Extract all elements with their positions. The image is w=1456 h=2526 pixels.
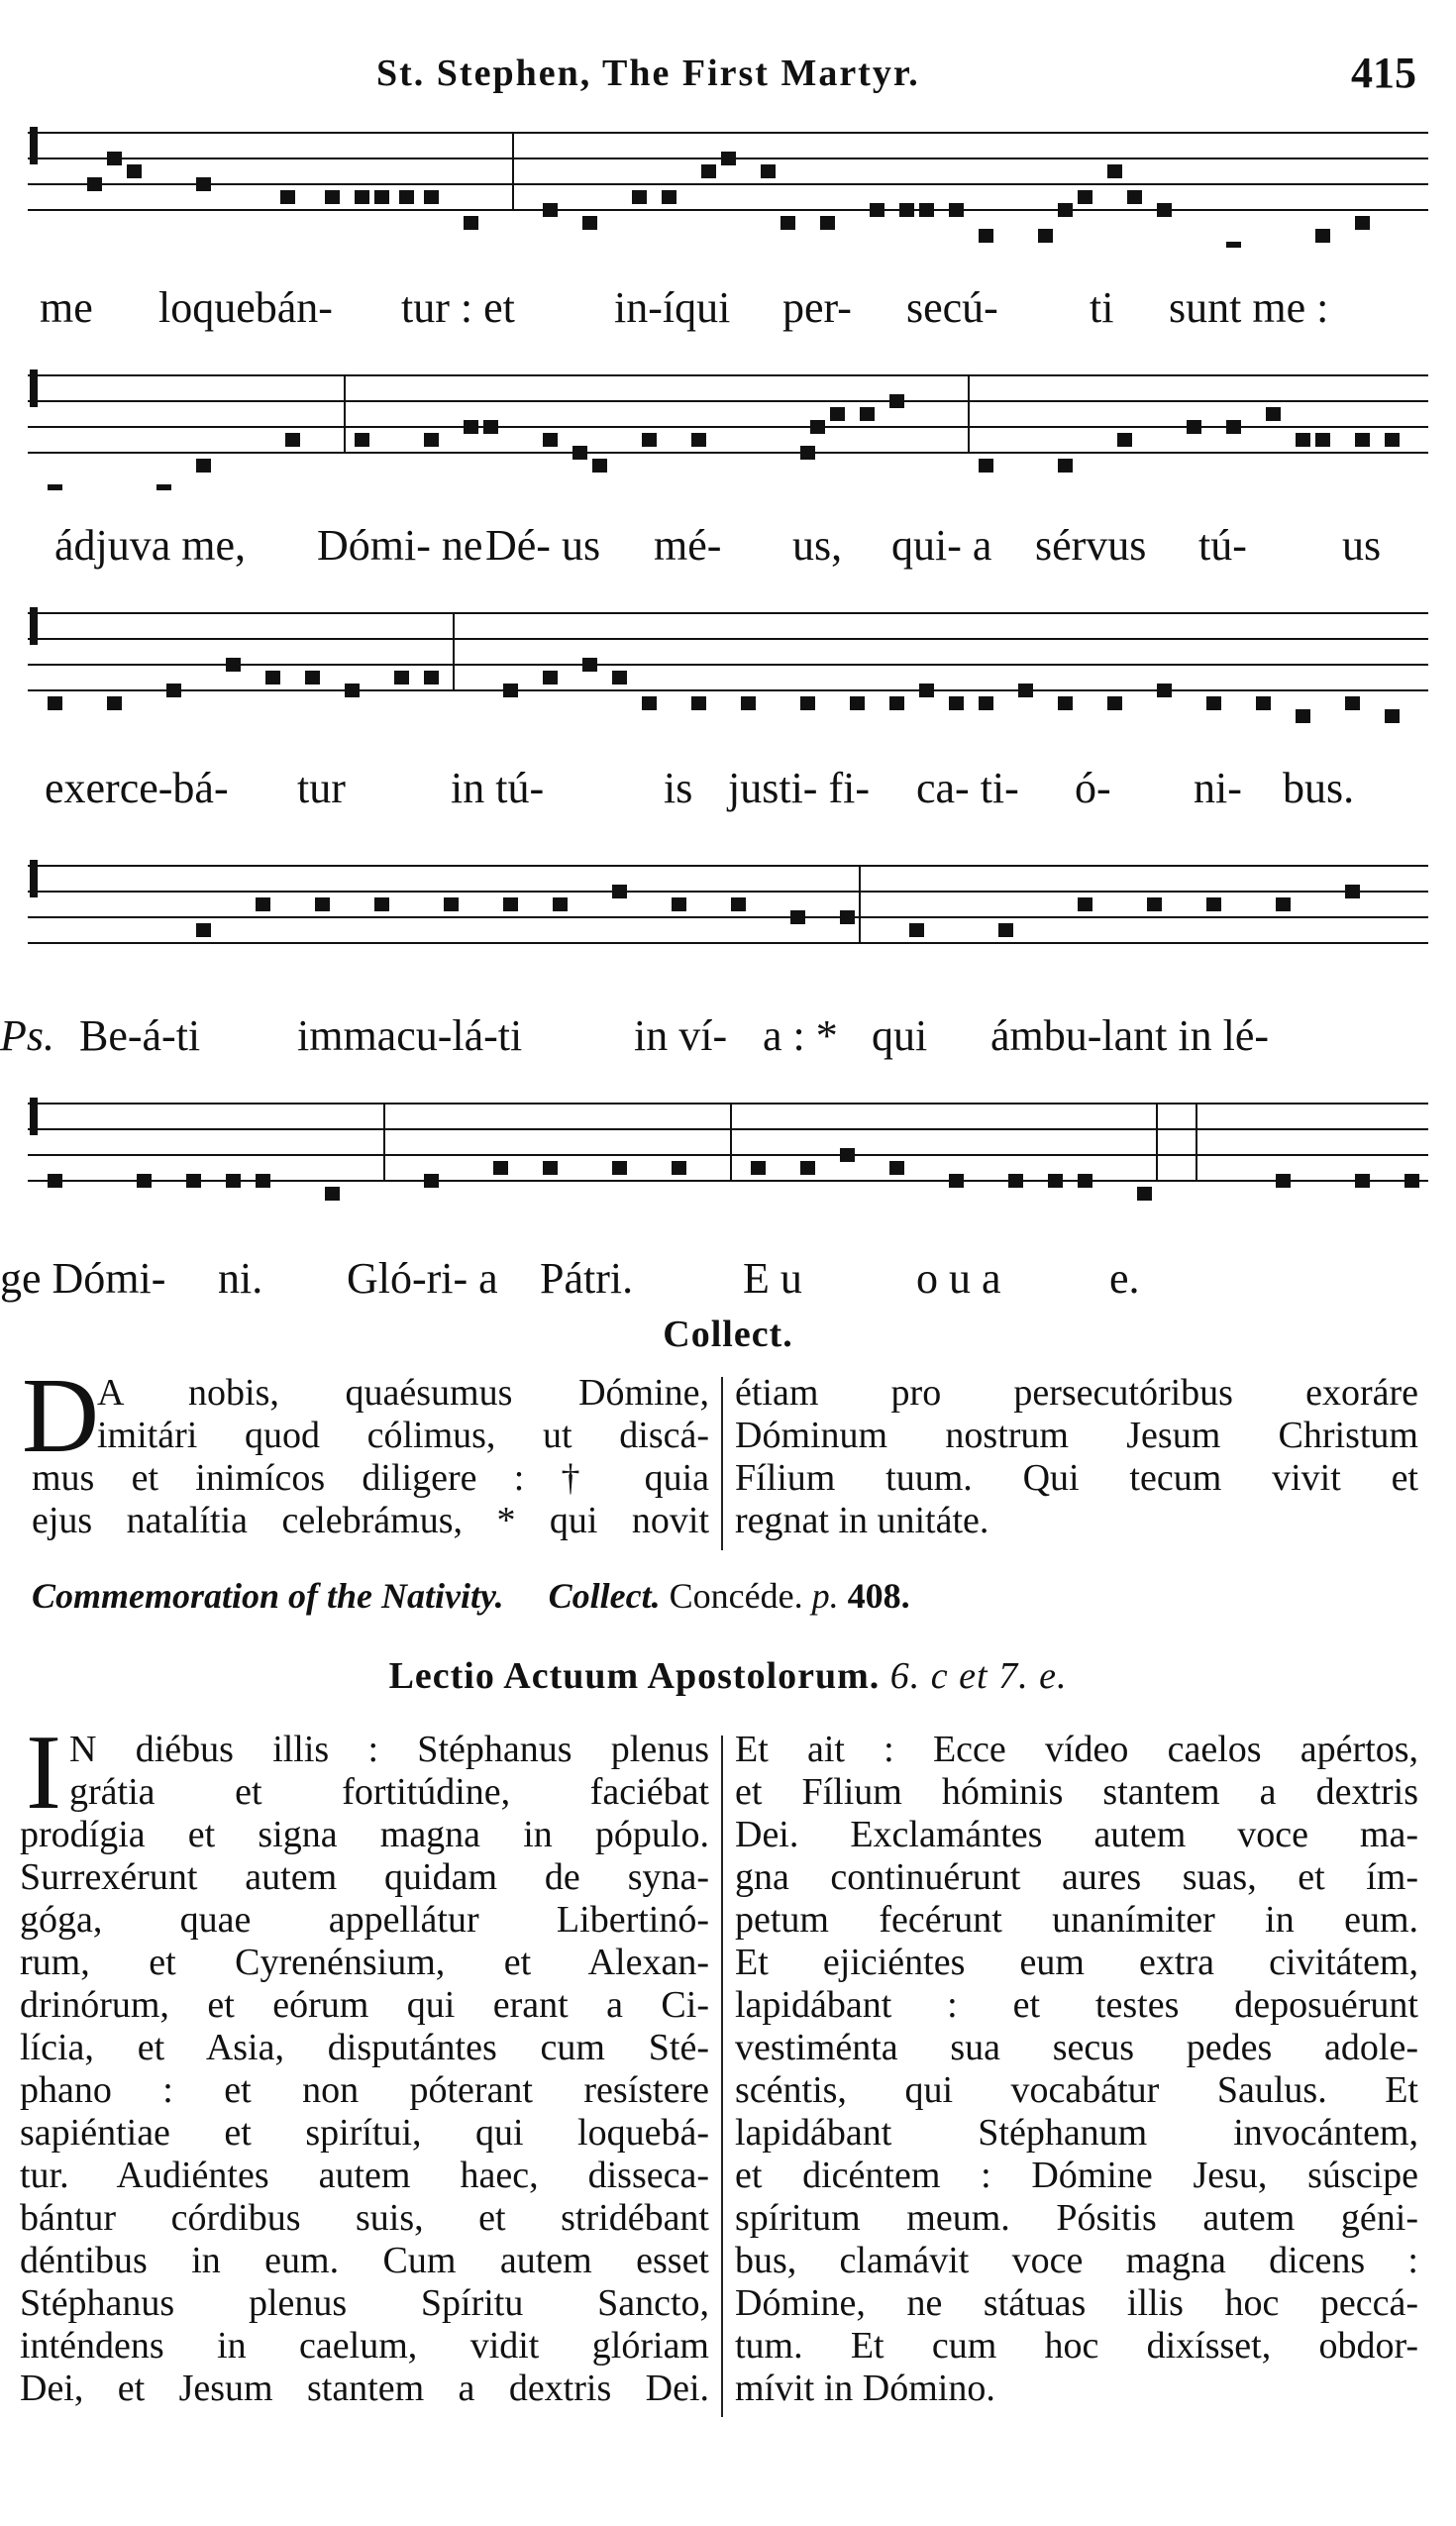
neume-note — [1206, 897, 1221, 911]
neume-note — [553, 897, 568, 911]
lectio-left-line: drinórum, et eórum qui erant a Ci- — [20, 1984, 709, 2026]
chant-staff-1 — [28, 119, 1428, 248]
neume-note — [543, 671, 558, 684]
lyric-syllable: ni- — [1194, 764, 1242, 812]
neume-note — [889, 1161, 904, 1175]
neume-note — [800, 1161, 815, 1175]
neume-note — [226, 658, 241, 672]
neume-note — [543, 1161, 558, 1175]
neume-note — [196, 177, 211, 191]
neume-note — [1385, 433, 1400, 447]
lyric-syllable: Pátri. — [540, 1254, 634, 1303]
neume-note — [543, 203, 558, 217]
neume-note — [870, 203, 884, 217]
chant-staff-2 — [28, 362, 1428, 490]
neume-note — [1018, 684, 1033, 697]
neume-note — [1296, 709, 1310, 723]
neume-note — [612, 885, 627, 898]
lyric-syllable: ámbu-lant in lé- — [990, 1011, 1270, 1060]
lectio-left-line: Stéphanus plenus Spíritu Sancto, — [20, 2282, 709, 2324]
neume-note — [483, 420, 498, 434]
neume-note — [780, 216, 795, 230]
neume-note — [1256, 696, 1271, 710]
neume-note — [701, 164, 716, 178]
neume-note — [582, 658, 597, 672]
lyric-syllable: tú- — [1198, 521, 1247, 570]
neume-note — [1157, 684, 1172, 697]
clef-icon — [30, 1098, 38, 1135]
neume-note — [691, 433, 706, 447]
lectio-right-line: vestiménta sua secus pedes adole- — [735, 2027, 1418, 2068]
lyric-syllable: ca- ti- — [916, 764, 1019, 812]
neume-note — [265, 671, 280, 684]
lyric-syllable: loquebán- — [158, 283, 333, 332]
clef-icon — [30, 860, 38, 897]
lectio-left-line: lícia, et Asia, disputántes cum Sté- — [20, 2027, 709, 2068]
lyric-syllable: ni. — [218, 1254, 263, 1303]
neume-note — [672, 1161, 686, 1175]
neume-note — [355, 190, 369, 204]
lectio-right-line: gna continuérunt aures suas, et ím- — [735, 1856, 1418, 1898]
lectio-left-line: tur. Audiéntes autem haec, disseca- — [20, 2155, 709, 2196]
neume-note — [1404, 1174, 1419, 1188]
commemoration-page-label: p. — [811, 1576, 839, 1616]
lectio-right-line: Et ejiciéntes eum extra civitátem, — [735, 1942, 1418, 1983]
neume-note — [48, 696, 62, 710]
lyric-syllable: tur — [297, 764, 346, 812]
neume-note — [860, 407, 875, 421]
lectio-column-divider — [721, 1736, 723, 2417]
collect-column-divider — [721, 1377, 723, 1550]
neume-note — [979, 229, 993, 243]
neume-note — [493, 1161, 508, 1175]
neume-note — [1107, 164, 1122, 178]
lectio-left-line: grátia et fortitúdine, faciébat — [69, 1771, 709, 1813]
neume-note — [1187, 420, 1201, 434]
staff-svg — [28, 119, 1428, 248]
neume-note — [127, 164, 142, 178]
neume-note — [305, 671, 320, 684]
neume-note — [226, 1174, 241, 1188]
neume-note — [751, 1161, 766, 1175]
neume-note — [1276, 897, 1291, 911]
neume-note — [612, 671, 627, 684]
lyric-syllable: per- — [782, 283, 852, 332]
neume-note — [424, 1174, 439, 1188]
neume-note — [543, 433, 558, 447]
neume-note — [48, 1174, 62, 1188]
lectio-left-line: Dei, et Jesum stantem a dextris Dei. — [20, 2368, 709, 2409]
neume-note — [998, 923, 1013, 937]
lyric-syllable: sunt me : — [1169, 283, 1329, 332]
lectio-left-line: rum, et Cyrenénsium, et Alexan- — [20, 1942, 709, 1983]
neume-note — [374, 190, 389, 204]
lectio-left-line: sapiéntiae et spirítui, qui loquebá- — [20, 2112, 709, 2154]
neume-note — [196, 459, 211, 473]
lectio-left-line: Surrexérunt autem quidam de syna- — [20, 1856, 709, 1898]
lectio-title: Lectio Actuum Apostolorum. — [388, 1655, 881, 1697]
neume-note — [691, 696, 706, 710]
neume-note — [399, 190, 414, 204]
neume-note — [374, 897, 389, 911]
lectio-right-line: scéntis, qui vocabátur Saulus. Et — [735, 2069, 1418, 2111]
lyric-syllable: mé- — [654, 521, 722, 570]
neume-note — [285, 433, 300, 447]
lectio-left-line: góga, quae appellátur Libertinó- — [20, 1899, 709, 1941]
lyric-syllable: exerce-bá- — [45, 764, 229, 812]
lectio-right-line: Et ait : Ecce vídeo caelos apértos, — [735, 1729, 1418, 1770]
neume-note — [761, 164, 776, 178]
neume-note — [840, 910, 855, 924]
collect-heading: Collect. — [663, 1314, 793, 1355]
lectio-right-line: tum. Et cum hoc dixísset, obdor- — [735, 2325, 1418, 2367]
lyric-syllable: ádjuva me, — [54, 521, 247, 570]
lyric-syllable: is — [664, 764, 693, 812]
neume-note — [464, 216, 478, 230]
collect-right-line: Fílium tuum. Qui tecum vivit et — [735, 1457, 1418, 1499]
neume-note — [444, 897, 459, 911]
neume-note — [1038, 229, 1053, 243]
page-number: 415 — [1351, 49, 1416, 97]
neume-note — [949, 203, 964, 217]
neume-note — [325, 1187, 340, 1201]
neume-note — [1226, 242, 1241, 248]
chant-staff-3 — [28, 599, 1428, 728]
neume-note — [889, 394, 904, 408]
neume-note — [503, 897, 518, 911]
neume-note — [107, 696, 122, 710]
neume-note — [1117, 433, 1132, 447]
lyric-syllable: a : * — [763, 1011, 838, 1060]
staff-svg — [28, 599, 1428, 728]
lectio-right-line: bus, clamávit voce magna dicens : — [735, 2240, 1418, 2281]
neume-note — [979, 696, 993, 710]
neume-note — [355, 433, 369, 447]
lyric-syllable: ge Dómi- — [0, 1254, 166, 1303]
lyric-syllable: in tú- — [451, 764, 545, 812]
neume-note — [1078, 190, 1092, 204]
neume-note — [731, 897, 746, 911]
neume-note — [1127, 190, 1142, 204]
neume-note — [325, 190, 340, 204]
neume-note — [1355, 1174, 1370, 1188]
staff-svg — [28, 852, 1428, 981]
page-header — [0, 40, 1456, 99]
neume-note — [1315, 229, 1330, 243]
neume-note — [642, 433, 657, 447]
lyric-syllable: e. — [1109, 1254, 1140, 1303]
staff-svg — [28, 362, 1428, 490]
neume-note — [394, 671, 409, 684]
neume-note — [156, 484, 171, 490]
neume-note — [820, 216, 835, 230]
lyric-syllable: qui — [872, 1011, 928, 1060]
neume-note — [909, 923, 924, 937]
neume-note — [1107, 696, 1122, 710]
neume-note — [424, 190, 439, 204]
lyric-syllable: bus. — [1283, 764, 1355, 812]
neume-note — [1137, 1187, 1152, 1201]
neume-note — [1226, 420, 1241, 434]
neume-note — [196, 923, 211, 937]
neume-note — [256, 897, 270, 911]
lectio-right-line: Dómine, ne státuas illis hoc peccá- — [735, 2282, 1418, 2324]
neume-note — [1345, 696, 1360, 710]
lectio-left-line: déntibus in eum. Cum autem esset — [20, 2240, 709, 2281]
neume-note — [1315, 433, 1330, 447]
commemoration-collect-label: Collect. — [548, 1576, 661, 1616]
lectio-left-column — [20, 1729, 709, 2410]
lyric-syllable: Gló-ri- a — [347, 1254, 498, 1303]
lectio-right-line: Dei. Exclamántes autem voce ma- — [735, 1814, 1418, 1855]
lectio-right-line: et dicéntem : Dómine Jesu, súscipe — [735, 2155, 1418, 2196]
chant-staff-4 — [28, 852, 1428, 981]
neume-note — [1048, 1174, 1063, 1188]
neume-note — [1058, 459, 1073, 473]
lectio-reference: 6. c et 7. e. — [889, 1655, 1068, 1697]
chant-staff-5 — [28, 1090, 1428, 1218]
neume-note — [979, 459, 993, 473]
neume-note — [632, 190, 647, 204]
neume-note — [503, 684, 518, 697]
collect-right-column — [735, 1372, 1418, 1542]
lyric-syllable: Ps. — [0, 1011, 54, 1060]
collect-left-line: A nobis, quaésumus Dómine, — [97, 1372, 709, 1414]
neume-note — [721, 152, 736, 165]
neume-note — [107, 152, 122, 165]
lectio-right-line: et Fílium hóminis stantem a dextris — [735, 1771, 1418, 1813]
commemoration-incipit: Concéde. — [669, 1576, 803, 1616]
lyric-syllable: Dómi- ne — [317, 521, 483, 570]
neume-note — [612, 1161, 627, 1175]
lyric-syllable: Be-á-ti — [79, 1011, 201, 1060]
neume-note — [424, 671, 439, 684]
lectio-right-line: lapidábant Stéphanum invocántem, — [735, 2112, 1418, 2154]
neume-note — [572, 446, 587, 460]
neume-note — [256, 1174, 270, 1188]
lyric-syllable: in ví- — [634, 1011, 728, 1060]
lyric-syllable: us — [1342, 521, 1382, 570]
lyric-syllable: ti — [1090, 283, 1114, 332]
lyric-syllable: sérvus — [1035, 521, 1147, 570]
lectio-right-line: mívit in Dómino. — [735, 2368, 995, 2409]
collect-left-line: imitári quod cólimus, ut discá- — [97, 1415, 709, 1456]
neume-note — [592, 459, 607, 473]
collect-right-line: Dóminum nostrum Jesum Christum — [735, 1415, 1418, 1456]
neume-note — [741, 696, 756, 710]
neume-note — [48, 484, 62, 490]
neume-note — [186, 1174, 201, 1188]
neume-note — [810, 420, 825, 434]
neume-note — [345, 684, 360, 697]
neume-note — [850, 696, 865, 710]
lyric-syllable: secú- — [906, 283, 998, 332]
neume-note — [840, 1148, 855, 1162]
lectio-left-line: prodígia et signa magna in pópulo. — [20, 1814, 709, 1855]
neume-note — [1058, 203, 1073, 217]
neume-note — [280, 190, 295, 204]
lyric-syllable: Dé- us — [485, 521, 601, 570]
neume-note — [1078, 1174, 1092, 1188]
lyric-syllable: ó- — [1075, 764, 1111, 812]
neume-note — [1355, 216, 1370, 230]
neume-note — [889, 696, 904, 710]
clef-icon — [30, 127, 38, 164]
lyric-syllable: in-íqui — [614, 283, 731, 332]
staff-svg — [28, 1090, 1428, 1218]
collect-left-line: ejus natalítia celebrámus, * qui novit — [32, 1500, 709, 1541]
lectio-right-column — [735, 1729, 1418, 2410]
collect-left-line: mus et inimícos diligere : † quia — [32, 1457, 709, 1499]
neume-note — [830, 407, 845, 421]
neume-note — [1157, 203, 1172, 217]
collect-left-column — [32, 1372, 709, 1542]
neume-note — [166, 684, 181, 697]
neume-note — [949, 696, 964, 710]
lectio-left-line: phano : et non póterant resístere — [20, 2069, 709, 2111]
lyric-syllable: E u — [743, 1254, 802, 1303]
lectio-left-line: N diébus illis : Stéphanus plenus — [69, 1729, 709, 1770]
neume-note — [87, 177, 102, 191]
neume-note — [424, 433, 439, 447]
commemoration-page-ref: 408. — [847, 1576, 910, 1616]
lectio-left-line: bántur córdibus suis, et stridébant — [20, 2197, 709, 2239]
lyric-syllable: tur : et — [401, 283, 515, 332]
neume-note — [1058, 696, 1073, 710]
clef-icon — [30, 607, 38, 645]
neume-note — [1008, 1174, 1023, 1188]
neume-note — [919, 203, 934, 217]
neume-note — [1276, 1174, 1291, 1188]
neume-note — [899, 203, 914, 217]
neume-note — [315, 897, 330, 911]
neume-note — [137, 1174, 152, 1188]
lyric-syllable: me — [40, 283, 93, 332]
neume-note — [464, 420, 478, 434]
lectio-dropcap: I — [26, 1714, 61, 1832]
neume-note — [1078, 897, 1092, 911]
lectio-heading — [0, 1654, 1456, 1698]
neume-note — [1266, 407, 1281, 421]
neume-note — [672, 897, 686, 911]
neume-note — [662, 190, 676, 204]
neume-note — [1147, 897, 1162, 911]
commemoration-label: Commemoration of the Nativity. — [32, 1576, 504, 1616]
lectio-left-line: inténdens in caelum, vidit glóriam — [20, 2325, 709, 2367]
neume-note — [582, 216, 597, 230]
lectio-right-line: lapidábant : et testes deposuérunt — [735, 1984, 1418, 2026]
neume-note — [800, 446, 815, 460]
lyric-syllable: qui- a — [891, 521, 992, 570]
running-title: St. Stephen, The First Martyr. — [376, 53, 920, 94]
collect-dropcap: D — [22, 1357, 99, 1475]
neume-note — [800, 696, 815, 710]
lyric-syllable: us, — [792, 521, 843, 570]
lectio-right-line: spíritum meum. Pósitis autem géni- — [735, 2197, 1418, 2239]
neume-note — [1355, 433, 1370, 447]
commemoration-line — [32, 1575, 910, 1617]
neume-note — [1345, 885, 1360, 898]
lyric-syllable: immacu-lá-ti — [297, 1011, 523, 1060]
neume-note — [919, 684, 934, 697]
lyric-syllable: o u a — [916, 1254, 1001, 1303]
clef-icon — [30, 369, 38, 407]
neume-note — [949, 1174, 964, 1188]
neume-note — [1385, 709, 1400, 723]
neume-note — [1206, 696, 1221, 710]
collect-right-line: regnat in unitáte. — [735, 1500, 989, 1541]
neume-note — [1296, 433, 1310, 447]
lyric-syllable: justi- fi- — [728, 764, 870, 812]
lectio-right-line: petum fecérunt unanímiter in eum. — [735, 1899, 1418, 1941]
neume-note — [642, 696, 657, 710]
collect-right-line: étiam pro persecutóribus exoráre — [735, 1372, 1418, 1414]
neume-note — [790, 910, 805, 924]
